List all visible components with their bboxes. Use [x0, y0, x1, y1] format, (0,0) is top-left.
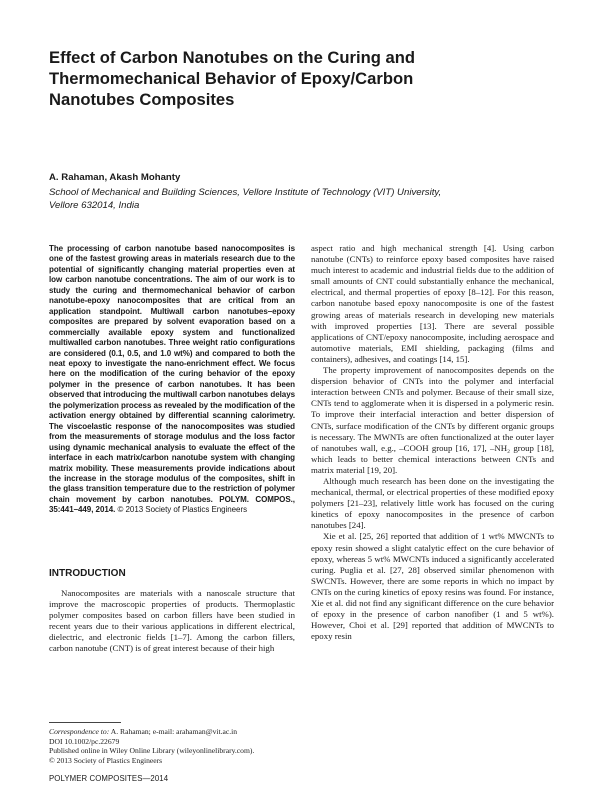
intro-left-column — [49, 588, 295, 655]
right-paragraph-3: Although much research has been done on the investigating the mechanical, thermal, or electrical properties of these modified epoxy polymers [21–23], relatively little work has focused on the curing kinetics of epoxy nanocomposites in the presence of carbon nanotubes [24]. — [311, 475, 554, 531]
right-paragraph-2: The property improvement of nanocomposites depends on the dispersion behavior of CNTs into the polymer and interfacial interaction between CNTs and polymer. Because of their small size, CNTs tend to agglomerate when it is dispersed in a polymeric resin. To improve their interfacial interaction and better dispersion of CNTs, surface modification of the CNTs by different organic groups is necessary. The MWNTs are often functionalized at the outer layer of nanotubes wall, e.g., –COOH group [16, 17], –NH₂ group [18], which leads to better chemical interactions between CNTs and matrix material [19, 20]. — [311, 365, 554, 475]
footnote-correspondence — [49, 727, 295, 737]
journal-footer: POLYMER COMPOSITES—2014 — [49, 774, 169, 783]
footnote-doi: DOI 10.1002/pc.22679 — [49, 736, 120, 746]
author-affiliation: School of Mechanical and Building Sciences, Vellore Institute of Technology (VIT) University, Vellore 632014, India — [49, 187, 442, 211]
footnote-label: Correspondence to: — [49, 727, 110, 736]
right-paragraph-1: aspect ratio and high mechanical strength [4]. Using carbon nanotube (CNTs) to reinforce epoxy based composites have raised much interest to academic and industrial fields due to the addition of small amounts of CNT could substantially enhance the mechanical, electrical, and thermal properties of epoxy [8–12]. For this reason, carbon nanotube based epoxy nanocomposite is one of the fastest growing areas of materials research in developing new materials with improved properties [13]. There are several possible applications of CNT/epoxy nanocomposite, including aerospace and automotive materials, EMI shielding, packaging (films and containers), adhesives, and coatings [14, 15]. — [311, 243, 554, 364]
abstract-citation: POLYM. COMPOS., 35:441–449, 2014. — [49, 494, 295, 515]
abstract — [49, 244, 295, 516]
intro-paragraph-1: Nanocomposites are materials with a nanoscale structure that improve the macroscopic properties of products. Thermoplastic polymer composites based on carbon fillers have been studied in recent years due to their various applications in different electrical, dielectric, and electronic fields [1–7]. Among the carbon fillers, carbon nanotube (CNT) is of great interest because of their high — [49, 588, 295, 654]
footnote-published: Published online in Wiley Online Library (wileyonlinelibrary.com). — [49, 746, 255, 756]
author-list: A. Rahaman, Akash Mohanty — [49, 172, 181, 183]
right-paragraph-4: Xie et al. [25, 26] reported that addition of 1 wt% MWCNTs to epoxy resin showed a slight catalytic effect on the cure behavior of epoxy, whereas 5 wt% MWCNTs induced a significantly accelerated curing. Puglia et al. [27, 28] observed similar phenomenon with SWCNTs. However, there are some reports in which no impact by CNTs on the curing kinetics of epoxy resins was found. For instance, Xie et al. did not find any significant difference on the cure behavior of epoxy in the presence of carbon nanofiber (1 and 5 wt%). However, Choi et al. [29] reported that addition of MWCNTs to epoxy resin — [311, 531, 554, 642]
abstract-copyright: © 2013 Society of Plastics Engineers — [117, 505, 248, 515]
footnote-divider — [49, 722, 121, 723]
right-column — [311, 243, 554, 642]
section-heading-introduction: INTRODUCTION — [49, 568, 126, 579]
abstract-body: The processing of carbon nanotube based nanocomposites is one of the fastest growing areas in materials research due to the potential of significantly changing material properties even at low carbon nanotube concentrations. The aim of our work is to study the curing and thermomechanical behavior of carbon nanotube-epoxy nanocomposites that are critical from an application standpoint. Multiwall carbon nanotubes–epoxy composites are prepared by solvent evaporation based on a commercially available epoxy system and functionalized multiwalled carbon nanotubes. Three weight ratio configurations are considered (0.1, 0.5, and 1.0 wt%) and compared to both the neat epoxy to investigate the nano-enrichment effect. We focus here on the modification of the curing behavior of the epoxy polymer in the presence of carbon nanotubes. It has been observed that introducing the multiwall carbon nanotubes delays the polymerization process as revealed by the modification of the activation energy obtained by differential scanning calorimetry. The viscoelastic response of the nanocomposites was studied from the measurements of storage modulus and the loss factor using dynamic mechanical analysis to evaluate the effect of the interface in each matrix/carbon nanotube system with changing matrix mobility. These measurements provide indications about the increase in the storage modulus of the composites, shift in the glass transition temperature due to the restriction of polymer chain movement by carbon nanotubes. — [49, 244, 295, 504]
footnote-copyright: © 2013 Society of Plastics Engineers — [49, 755, 163, 765]
footnote-email: A. Rahaman; e-mail: arahaman@vit.ac.in — [109, 727, 238, 736]
paper-title: Effect of Carbon Nanotubes on the Curing and Thermomechanical Behavior of Epoxy/Carbon Nanotubes Composites — [49, 48, 415, 109]
footnote — [49, 727, 295, 765]
